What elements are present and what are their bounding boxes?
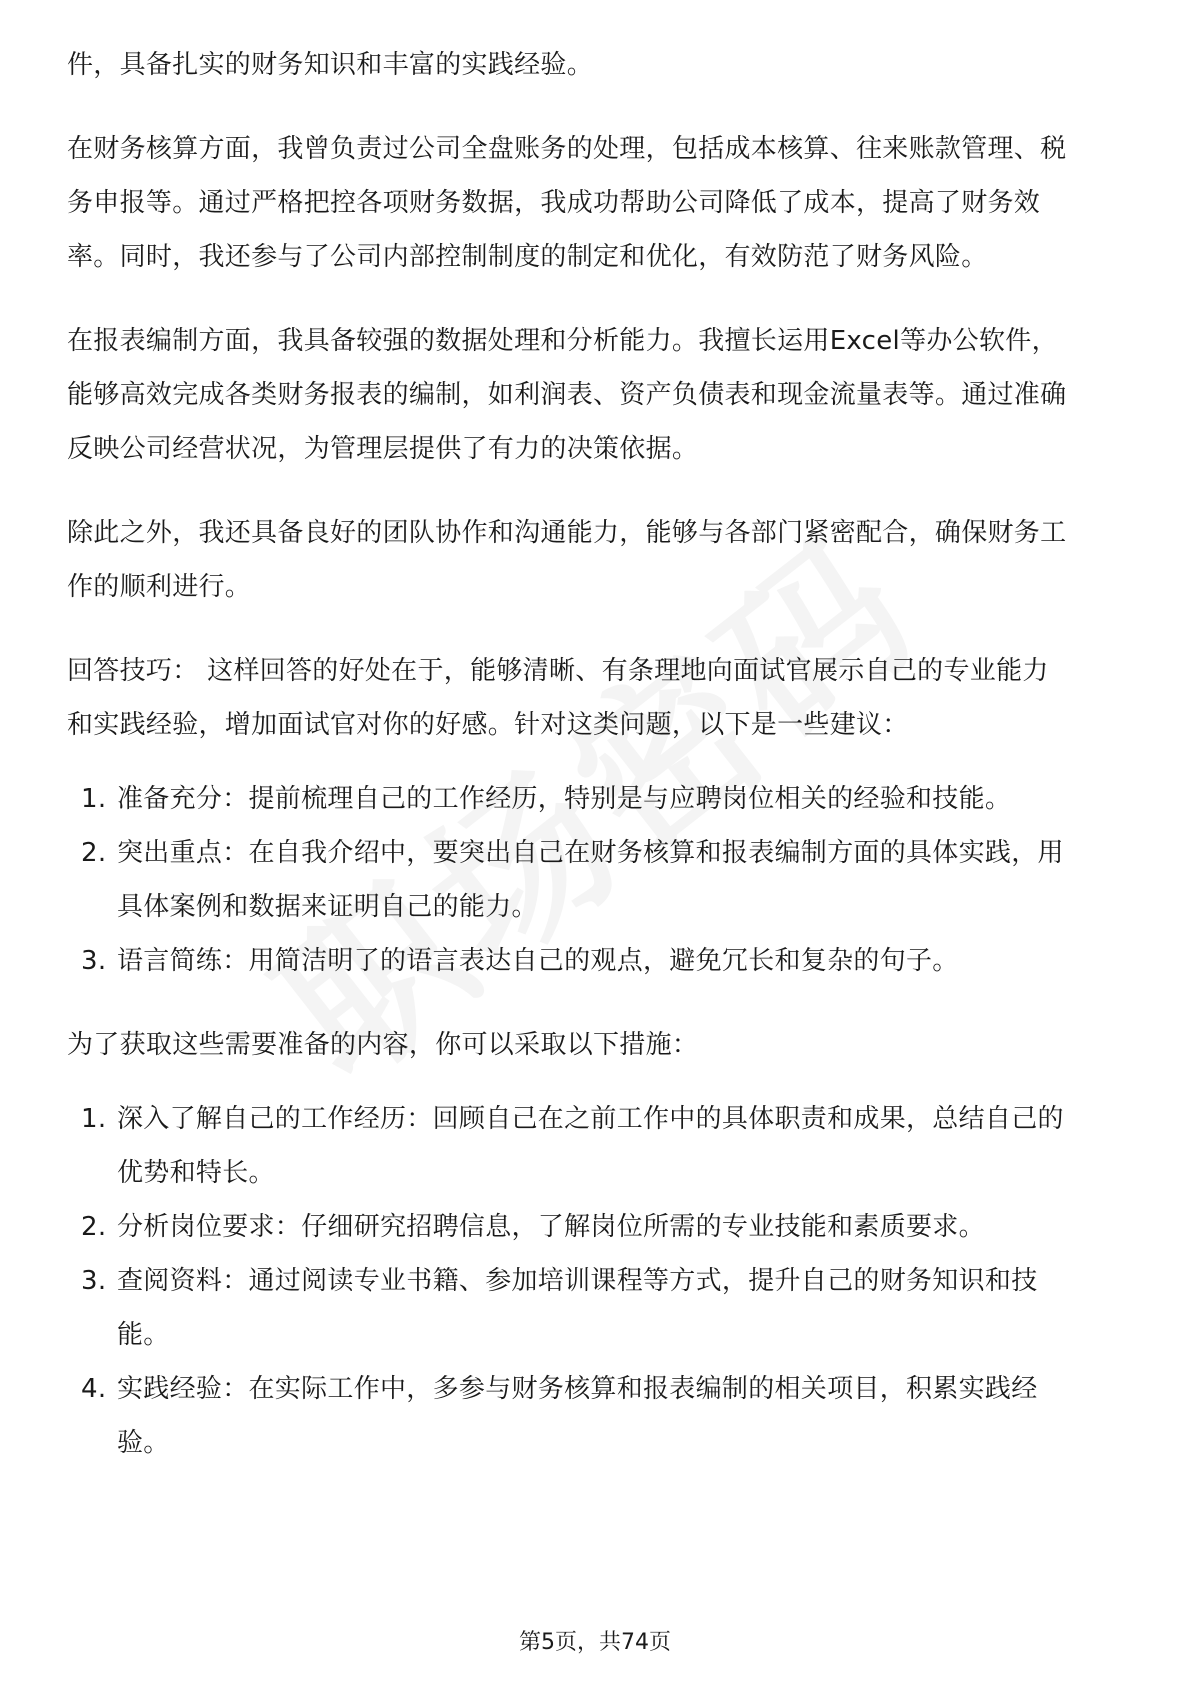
- measures-list: [67, 1092, 1067, 1470]
- list-number: 2.: [81, 838, 107, 868]
- list-item-text: 查阅资料：通过阅读专业书籍、参加培训课程等方式，提升自己的财务知识和技能。: [117, 1266, 1038, 1350]
- list-item: [67, 1092, 1067, 1200]
- page-number-footer: 第5页，共74页: [519, 1630, 671, 1655]
- paragraph-measures-intro: 为了获取这些需要准备的内容，你可以采取以下措施：: [67, 1030, 699, 1060]
- list-item: [67, 772, 1067, 826]
- list-item: [67, 934, 1067, 988]
- list-number: 3.: [81, 1266, 107, 1296]
- list-number: 2.: [81, 1212, 107, 1242]
- list-item-text: 语言简练：用简洁明了的语言表达自己的观点，避免冗长和复杂的句子。: [117, 946, 959, 976]
- list-item: [67, 1362, 1067, 1470]
- list-item-text: 深入了解自己的工作经历：回顾自己在之前工作中的具体职责和成果，总结自己的优势和特长。: [117, 1104, 1064, 1188]
- paragraph-answer-tips: 回答技巧： 这样回答的好处在于，能够清晰、有条理地向面试官展示自己的专业能力和实践经验，增加面试官对你的好感。针对这类问题，以下是一些建议：: [67, 656, 1049, 740]
- list-number: 3.: [81, 946, 107, 976]
- paragraph-teamwork: 除此之外，我还具备良好的团队协作和沟通能力，能够与各部门紧密配合，确保财务工作的顺利进行。: [67, 518, 1067, 602]
- list-item-text: 实践经验：在实际工作中，多参与财务核算和报表编制的相关项目，积累实践经验。: [117, 1374, 1038, 1458]
- list-item-text: 分析岗位要求：仔细研究招聘信息，了解岗位所需的专业技能和素质要求。: [117, 1212, 985, 1242]
- list-item-text: 准备充分：提前梳理自己的工作经历，特别是与应聘岗位相关的经验和技能。: [117, 784, 1012, 814]
- paragraph-continuation: 件，具备扎实的财务知识和丰富的实践经验。: [67, 50, 594, 80]
- list-number: 4.: [81, 1374, 107, 1404]
- list-item: [67, 1200, 1067, 1254]
- list-item: [67, 826, 1067, 934]
- list-item: [67, 1254, 1067, 1362]
- page-content: [67, 38, 1067, 1500]
- list-item-text: 突出重点：在自我介绍中，要突出自己在财务核算和报表编制方面的具体实践，用具体案例和数据来证明自己的能力。: [117, 838, 1064, 922]
- paragraph-accounting: 在财务核算方面，我曾负责过公司全盘账务的处理，包括成本核算、往来账款管理、税务申报等。通过严格把控各项财务数据，我成功帮助公司降低了成本，提高了财务效率。同时，我还参与了公司内部控制制度的制定和优化，有效防范了财务风险。: [67, 134, 1067, 272]
- list-number: 1.: [81, 1104, 107, 1134]
- list-number: 1.: [81, 784, 107, 814]
- paragraph-reporting: 在报表编制方面，我具备较强的数据处理和分析能力。我擅长运用Excel等办公软件，能够高效完成各类财务报表的编制，如利润表、资产负债表和现金流量表等。通过准确反映公司经营状况，为管理层提供了有力的决策依据。: [67, 326, 1067, 464]
- tips-list: [67, 772, 1067, 988]
